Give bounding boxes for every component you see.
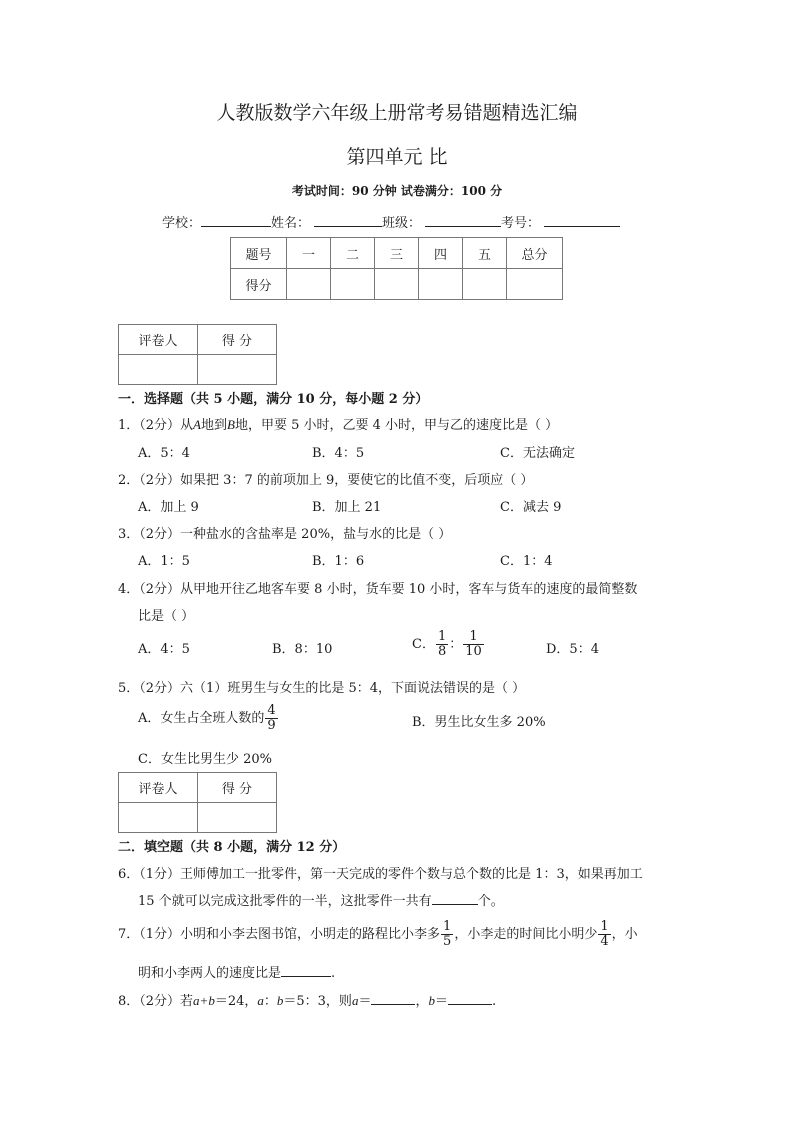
question-4: 4．（2分）从甲地开往乙地客车要 8 小时，货车要 10 小时，客车与货车的速度的最简整数	[118, 582, 638, 597]
q7-text: 7．（1分）小明和小李去图书馆，小明走的路程比小李多	[118, 927, 441, 942]
q6-text: 15 个就可以完成这批零件的一半，这批零件一共有	[138, 894, 432, 909]
score-input-cell[interactable]	[507, 269, 563, 300]
frac-denominator: 5	[443, 934, 452, 949]
frac-denominator: 10	[465, 644, 482, 659]
question-6: 6．（1分）王师傅加工一批零件，第一天完成的零件个数与总个数的比是 1：3，如果再加工	[118, 867, 643, 882]
q8-answer-a-blank[interactable]	[371, 992, 415, 1005]
grader-score-input-cell[interactable]	[198, 803, 277, 833]
section1-heading: 一．选择题（共 5 小题，满分 10 分，每小题 2 分）	[118, 392, 429, 407]
q5-option-a[interactable]	[138, 704, 279, 733]
q8-answer-b-blank[interactable]	[448, 992, 492, 1005]
school-blank[interactable]	[201, 214, 271, 227]
score-input-cell[interactable]	[375, 269, 419, 300]
q4-colon: ：	[449, 637, 463, 652]
score-table-score-row	[231, 269, 563, 300]
grader-score-label: 得 分	[198, 773, 277, 803]
grader-score-input-cell[interactable]	[198, 355, 277, 385]
q3-option-a[interactable]: A．1：5	[138, 554, 190, 569]
score-table-cell: 一	[287, 238, 331, 269]
class-label: 班级：	[382, 216, 422, 231]
q8-expression: a+b	[193, 993, 215, 1008]
q1-text: 地到	[201, 418, 228, 433]
q7-end: .	[331, 966, 336, 981]
frac-denominator: 9	[267, 718, 276, 733]
q4-option-a[interactable]: A．4：5	[138, 642, 190, 657]
q1-var-a: A	[193, 417, 201, 432]
q4-option-c-label: C．	[412, 637, 435, 652]
q7-fraction-2	[598, 920, 610, 949]
unit-subtitle: 第四单元 比	[346, 146, 448, 168]
score-input-cell[interactable]	[287, 269, 331, 300]
grader-box	[118, 324, 277, 385]
question-4-line2: 比是（ ）	[138, 609, 195, 624]
question-6-line2	[138, 890, 504, 909]
class-blank[interactable]	[425, 214, 501, 227]
q7-fraction-1	[441, 920, 453, 949]
q3-option-c[interactable]: C．1：4	[500, 554, 553, 569]
q4-option-d[interactable]: D．5：4	[546, 642, 599, 657]
q4-fraction-1	[436, 630, 448, 659]
frac-numerator: 1	[600, 919, 609, 934]
question-7-line2	[138, 962, 335, 981]
q1-text: 地，甲要 5 小时，乙要 4 小时，甲与乙的速度比是（ ）	[234, 418, 559, 433]
q7-text: ，小李走的时间比小明少	[454, 927, 598, 942]
number-label: 考号：	[501, 216, 541, 231]
q7-answer-blank[interactable]	[281, 964, 331, 977]
score-table	[230, 237, 563, 300]
score-table-cell: 二	[331, 238, 375, 269]
name-label: 姓名：	[271, 216, 311, 231]
score-input-cell[interactable]	[463, 269, 507, 300]
frac-numerator: 4	[267, 703, 276, 718]
exam-info: 考试时间：90 分钟 试卷满分：100 分	[291, 184, 503, 198]
question-5: 5．（2分）六（1）班男生与女生的比是 5：4，下面说法错误的是（ ）	[118, 681, 526, 696]
score-table-cell: 题号	[231, 238, 287, 269]
score-input-cell[interactable]	[419, 269, 463, 300]
q2-option-c[interactable]: C．减去 9	[500, 500, 562, 515]
q2-option-a[interactable]: A．加上 9	[138, 500, 199, 515]
grader-label: 评卷人	[119, 325, 198, 355]
q1-text: 1．（2分）从	[118, 418, 194, 433]
school-label: 学校：	[162, 216, 202, 231]
q1-option-c[interactable]: C．无法确定	[500, 446, 575, 461]
question-3: 3．（2分）一种盐水的含盐率是 20%，盐与水的比是（ ）	[118, 527, 452, 542]
score-table-cell: 三	[375, 238, 419, 269]
score-table-header-row	[231, 238, 563, 269]
score-table-cell: 四	[419, 238, 463, 269]
question-8	[118, 990, 496, 1009]
q7-text: 明和小李两人的速度比是	[138, 966, 282, 981]
q2-option-b[interactable]: B．加上 21	[312, 500, 382, 515]
page-title: 人教版数学六年级上册常考易错题精选汇编	[216, 102, 578, 124]
q4-fraction-2	[463, 630, 484, 659]
grader-input-cell[interactable]	[119, 803, 198, 833]
score-row-label: 得分	[231, 269, 287, 300]
frac-numerator: 1	[463, 630, 484, 645]
student-info-line	[162, 212, 620, 231]
q8-equals: ＝	[434, 994, 448, 1009]
q8-text: ＝24，	[214, 994, 258, 1009]
number-blank[interactable]	[544, 214, 620, 227]
question-7	[118, 920, 638, 949]
q4-option-c[interactable]	[412, 630, 485, 659]
q8-comma: ，	[415, 994, 429, 1009]
q6-text: 个。	[477, 894, 504, 909]
q7-text: ，小	[611, 927, 638, 942]
q5-option-b[interactable]: B．男生比女生多 20%	[412, 715, 546, 730]
question-2: 2．（2分）如果把 3：7 的前项加上 9，要使它的比值不变，后项应（ ）	[118, 473, 534, 488]
grader-label: 评卷人	[119, 773, 198, 803]
q8-text: 8．（2分）若	[118, 994, 194, 1009]
section2-heading: 二．填空题（共 8 小题，满分 12 分）	[118, 840, 346, 855]
q8-text: ＝5：3，则	[283, 994, 352, 1009]
q8-equals: ＝	[358, 994, 372, 1009]
q5-fraction	[265, 704, 277, 733]
question-1	[118, 414, 558, 433]
grader-box	[118, 772, 277, 833]
q5-option-a-label: A．女生占全班人数的	[138, 711, 265, 726]
q4-option-b[interactable]: B．8：10	[272, 642, 333, 657]
frac-denominator: 4	[600, 934, 609, 949]
q3-option-b[interactable]: B．1：6	[312, 554, 365, 569]
q1-option-b[interactable]: B．4：5	[312, 446, 365, 461]
q8-var-b: b	[428, 993, 435, 1008]
q6-answer-blank[interactable]	[432, 892, 478, 905]
q1-option-a[interactable]: A．5：4	[138, 446, 190, 461]
frac-denominator: 8	[437, 644, 447, 659]
q5-option-c[interactable]: C．女生比男生少 20%	[138, 752, 272, 767]
score-table-cell: 五	[463, 238, 507, 269]
q8-var-a: a	[351, 993, 359, 1008]
q8-var-b: b	[276, 993, 284, 1008]
q1-var-b: B	[227, 417, 235, 432]
frac-numerator: 1	[443, 919, 452, 934]
score-table-cell: 总分	[507, 238, 563, 269]
grader-score-label: 得 分	[198, 325, 277, 355]
name-blank[interactable]	[314, 214, 382, 227]
score-input-cell[interactable]	[331, 269, 375, 300]
q8-end: .	[491, 994, 497, 1009]
frac-numerator: 1	[437, 629, 447, 644]
grader-input-cell[interactable]	[119, 355, 198, 385]
q8-colon: ：	[263, 994, 277, 1009]
q8-var-a: a	[257, 993, 264, 1008]
